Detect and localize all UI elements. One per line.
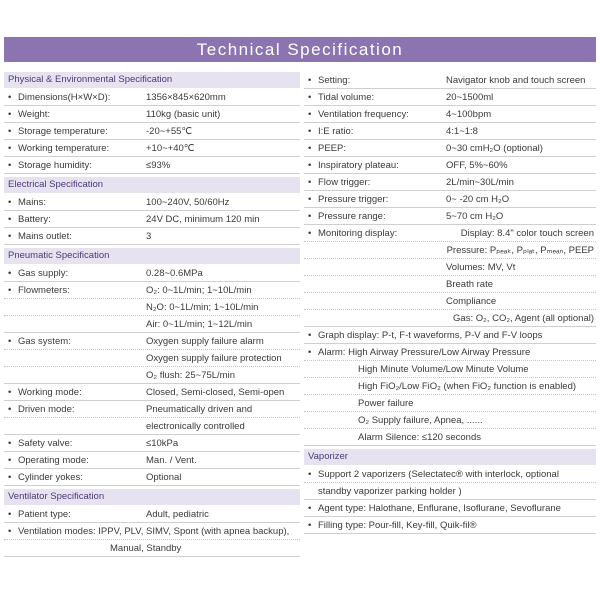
spec-row: • PEEP: 0~30 cmH₂O (optional) <box>304 140 596 157</box>
spec-row: • Agent type: Halothane, Enflurane, Isoflurane, Sevoflurane <box>304 500 596 517</box>
spec-row: • Patient type: Adult, pediatric <box>4 506 300 523</box>
spec-row-continued: standby vaporizer parking holder ) <box>304 483 596 500</box>
spec-row: • Ventilation modes: IPPV, PLV, SIMV, Spont (with apnea backup), <box>4 523 300 540</box>
section-physical: Physical & Environmental Specification <box>4 72 300 88</box>
spec-row: • Pressure trigger: 0~ -20 cm H₂O <box>304 191 596 208</box>
spec-row: • Monitoring display: Display: 8.4" color touch screen <box>304 225 596 242</box>
spec-row: • Operating mode: Man. / Vent. <box>4 452 300 469</box>
section-pneumatic: Pneumatic Specification <box>4 248 300 264</box>
spec-row-continued: High FiO₂/Low FiO₂ (when FiO₂ function is enabled) <box>304 378 596 395</box>
spec-row-continued: N₂O: 0~1L/min; 1~10L/min <box>4 299 300 316</box>
spec-row: • Setting: Navigator knob and touch screen <box>304 72 596 89</box>
section-electrical: Electrical Specification <box>4 177 300 193</box>
spec-row: • Working temperature: +10~+40℃ <box>4 140 300 157</box>
spec-row-continued: Manual, Standby <box>4 540 300 557</box>
spec-row-continued: Oxygen supply failure protection <box>4 350 300 367</box>
spec-row-continued: Volumes: MV, Vt <box>304 259 596 276</box>
page-title: Technical Specification <box>4 37 596 62</box>
spec-row-continued: Breath rate <box>304 276 596 293</box>
section-ventilator: Ventilator Specification <box>4 489 300 505</box>
spec-row: • I:E ratio: 4:1~1:8 <box>304 123 596 140</box>
spec-row: • Flowmeters: O₂: 0~1L/min; 1~10L/min <box>4 282 300 299</box>
spec-row-continued: High Minute Volume/Low Minute Volume <box>304 361 596 378</box>
spec-row: • Weight: 110kg (basic unit) <box>4 106 300 123</box>
spec-row-continued: O₂ flush: 25~75L/min <box>4 367 300 384</box>
spec-row-continued: Alarm Silence: ≤120 seconds <box>304 429 596 446</box>
spec-row: • Battery: 24V DC, minimum 120 min <box>4 211 300 228</box>
spec-row: • Mains: 100~240V, 50/60Hz <box>4 194 300 211</box>
spec-row: • Safety valve: ≤10kPa <box>4 435 300 452</box>
spec-row: • Storage humidity: ≤93% <box>4 157 300 174</box>
spec-row: • Filling type: Pour-fill, Key-fill, Quik-fil® <box>304 517 596 534</box>
spec-row: • Cylinder yokes: Optional <box>4 469 300 486</box>
spec-row: • Tidal volume: 20~1500ml <box>304 89 596 106</box>
spec-row: • Alarm: High Airway Pressure/Low Airway Pressure <box>304 344 596 361</box>
spec-row-continued: Air: 0~1L/min; 1~12L/min <box>4 316 300 333</box>
spec-row-continued: Compliance <box>304 293 596 310</box>
spec-row-continued: Gas: O₂, CO₂, Agent (all optional) <box>304 310 596 327</box>
spec-row: • Inspiratory plateau: OFF, 5%~60% <box>304 157 596 174</box>
spec-row: • Driven mode: Pneumatically driven and <box>4 401 300 418</box>
spec-row: • Ventilation frequency: 4~100bpm <box>304 106 596 123</box>
section-vaporizer: Vaporizer <box>304 449 596 465</box>
spec-row-continued: O₂ Supply failure, Apnea, ...... <box>304 412 596 429</box>
spec-row: • Mains outlet: 3 <box>4 228 300 245</box>
right-column <box>304 72 596 534</box>
spec-row: • Dimensions(H×W×D): 1356×845×620mm <box>4 89 300 106</box>
spec-row: • Support 2 vaporizers (Selectatec® with interlock, optional <box>304 466 596 483</box>
spec-row: • Pressure range: 5~70 cm H₂O <box>304 208 596 225</box>
spec-row: • Graph display: P-t, F-t waveforms, P-V and F-V loops <box>304 327 596 344</box>
left-column <box>4 72 300 557</box>
spec-row: • Gas system: Oxygen supply failure alarm <box>4 333 300 350</box>
spec-row: • Working mode: Closed, Semi-closed, Semi-open <box>4 384 300 401</box>
spec-row-continued: Pressure: Pₚₑₐₖ, Pₚₗₐₜ, Pₘₑₐₙ, PEEP <box>304 242 596 259</box>
spec-row-continued: Power failure <box>304 395 596 412</box>
spec-row: • Flow trigger: 2L/min~30L/min <box>304 174 596 191</box>
spec-row-continued: electronically controlled <box>4 418 300 435</box>
spec-row: • Gas supply: 0.28~0.6MPa <box>4 265 300 282</box>
spec-row: • Storage temperature: -20~+55℃ <box>4 123 300 140</box>
